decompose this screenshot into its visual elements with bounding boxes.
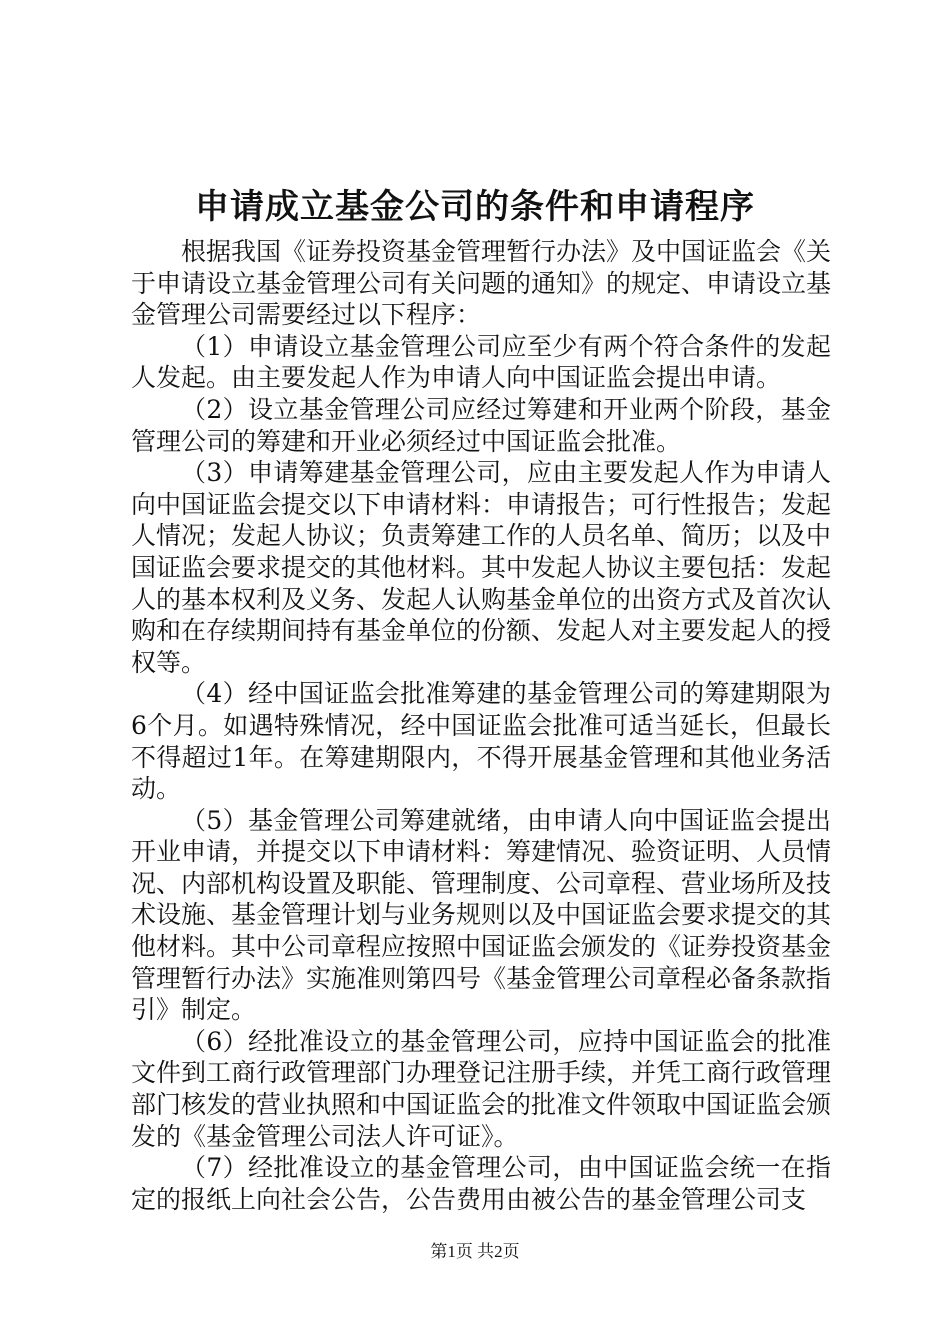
- paragraph-step-2: （2）设立基金管理公司应经过筹建和开业两个阶段，基金管理公司的筹建和开业必须经过中国证监会批准。: [131, 394, 831, 456]
- paragraph-intro: 根据我国《证券投资基金管理暂行办法》及中国证监会《关于申请设立基金管理公司有关问题的通知》的规定、申请设立基金管理公司需要经过以下程序：: [131, 237, 832, 330]
- paragraph-step-5: （5）基金管理公司筹建就绪，由申请人向中国证监会提出开业申请，并提交以下申请材料：筹建情况、验资证明、人员情况、内部机构设置及职能、管理制度、公司章程、营业场所及技术设施、基金管理计划与业务规则以及中国证监会要求提交的其他材料。其中公司章程应按照中国证监会颁发的《证券投资基金管理暂行办法》实施准则第四号《基金管理公司章程必备条款指引》制定。: [131, 805, 832, 1025]
- paragraph-step-1: （1）申请设立基金管理公司应至少有两个符合条件的发起人发起。由主要发起人作为申请人向中国证监会提出申请。: [131, 331, 831, 393]
- paragraph-step-6: （6）经批准设立的基金管理公司，应持中国证监会的批准文件到工商行政管理部门办理登记注册手续，并凭工商行政管理部门核发的营业执照和中国证监会的批准文件领取中国证监会颁发的《基金管理公司法人许可证》。: [131, 1026, 832, 1151]
- paragraph-step-3: （3）申请筹建基金管理公司，应由主要发起人作为申请人向中国证监会提交以下申请材料：申请报告；可行性报告；发起人情况；发起人协议；负责筹建工作的人员名单、简历；以及中国证监会要求提交的其他材料。其中发起人协议主要包括：发起人的基本权利及义务、发起人认购基金单位的出资方式及首次认购和在存续期间持有基金单位的份额、发起人对主要发起人的授权等。: [131, 458, 832, 677]
- page-number-footer: 第1页 共2页: [430, 1242, 520, 1261]
- paragraph-step-7: （7）经批准设立的基金管理公司，由中国证监会统一在指定的报纸上向社会公告，公告费用由被公告的基金管理公司支: [131, 1153, 831, 1214]
- paragraph-step-4: （4）经中国证监会批准筹建的基金管理公司的筹建期限为6个月。如遇特殊情况，经中国证监会批准可适当延长，但最长不得超过1年。在筹建期限内，不得开展基金管理和其他业务活动。: [131, 679, 831, 804]
- document-title: 申请成立基金公司的条件和申请程序: [195, 187, 755, 227]
- document-body: [131, 236, 831, 1215]
